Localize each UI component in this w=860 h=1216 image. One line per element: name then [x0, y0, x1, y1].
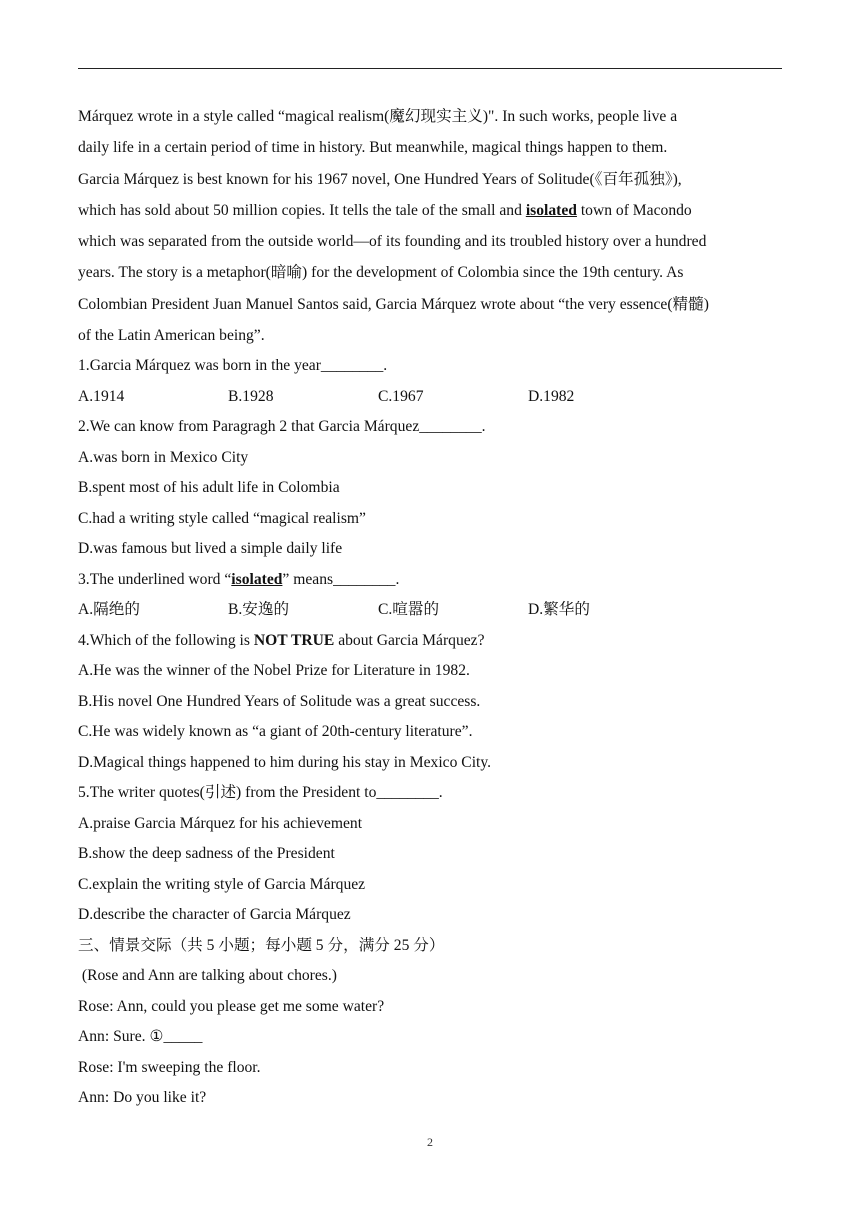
section-heading: 三、情景交际（共 5 小题；每小题 5 分，满分 25 分）: [78, 936, 445, 954]
question-3: [78, 565, 788, 626]
passage-line: which was separated from the outside world—of its founding and its troubled history over a hundred: [78, 233, 707, 251]
passage-line: of the Latin American being”.: [78, 327, 265, 345]
option-d: D.describe the character of Garcia Márquez: [78, 906, 351, 924]
options-row: [78, 382, 788, 413]
passage-line: Garcia Márquez is best known for his 1967 novel, One Hundred Years of Solitude(《百年孤独》),: [78, 170, 682, 188]
passage-line: years. The story is a metaphor(暗喻) for the development of Colombia since the 19th century. As: [78, 264, 684, 282]
option-c: C.had a writing style called “magical realism”: [78, 509, 366, 527]
option-d: D.繁华的: [528, 601, 590, 619]
option-b: B.His novel One Hundred Years of Solitude was a great success.: [78, 692, 481, 710]
question-stem: [78, 565, 788, 596]
option-b: B.show the deep sadness of the President: [78, 845, 335, 863]
option-a: A.1914: [78, 387, 125, 405]
passage-line: daily life in a certain period of time in history. But meanwhile, magical things happen to them.: [78, 139, 668, 157]
stem-text: about Garcia Márquez?: [334, 631, 485, 649]
dialogue-line: Ann: Do you like it?: [78, 1089, 207, 1107]
option-d: D.was famous but lived a simple daily life: [78, 540, 343, 558]
option-d: D.1982: [528, 387, 575, 405]
dialogue-line: Ann: Sure. ①_____: [78, 1028, 203, 1046]
stem-text: 3.The underlined word “: [78, 570, 232, 588]
options-row: [78, 595, 788, 626]
option-a: A.隔绝的: [78, 601, 140, 619]
question-1: [78, 351, 788, 412]
question-stem: 1.Garcia Márquez was born in the year________.: [78, 357, 388, 375]
question-stem: [78, 626, 788, 657]
option-d: D.Magical things happened to him during his stay in Mexico City.: [78, 753, 492, 771]
option-c: C.He was widely known as “a giant of 20th-century literature”.: [78, 723, 473, 741]
question-5: [78, 778, 788, 931]
passage-line: Colombian President Juan Manuel Santos said, Garcia Márquez wrote about “the very essence(精髓): [78, 295, 709, 313]
page-content: [78, 101, 788, 1114]
passage-text: which has sold about 50 million copies. It tells the tale of the small and: [78, 201, 526, 219]
passage-text: town of Macondo: [576, 201, 692, 219]
passage-line: [78, 195, 788, 226]
page-number: 2: [427, 1135, 433, 1149]
option-c: C.喧嚣的: [378, 601, 440, 619]
question-stem: 5.The writer quotes(引述) from the President to________.: [78, 784, 443, 802]
question-stem: 2.We can know from Paragragh 2 that Garcia Márquez________.: [78, 418, 486, 436]
dialogue-line: Rose: I'm sweeping the floor.: [78, 1058, 261, 1076]
option-c: C.explain the writing style of Garcia Márquez: [78, 875, 366, 893]
header-rule: [78, 68, 782, 69]
dialogue-line: Rose: Ann, could you please get me some water?: [78, 997, 385, 1015]
emphasis-text: NOT TRUE: [253, 631, 335, 649]
option-b: B.1928: [228, 387, 274, 405]
option-a: A.He was the winner of the Nobel Prize for Literature in 1982.: [78, 662, 470, 680]
section-3: [78, 931, 788, 1114]
passage-line: Márquez wrote in a style called “magical realism(魔幻现实主义)". In such works, people live a: [78, 108, 678, 125]
question-4: [78, 626, 788, 779]
dialogue-intro: (Rose and Ann are talking about chores.): [78, 967, 337, 985]
option-b: B.spent most of his adult life in Colombia: [78, 479, 340, 497]
option-b: B.安逸的: [228, 601, 290, 619]
stem-text: ” means________.: [282, 570, 400, 588]
question-2: [78, 412, 788, 565]
option-c: C.1967: [378, 387, 424, 405]
underlined-word: isolated: [525, 201, 577, 219]
option-a: A.praise Garcia Márquez for his achievement: [78, 814, 363, 832]
stem-text: 4.Which of the following is: [78, 631, 254, 649]
option-a: A.was born in Mexico City: [78, 448, 249, 466]
reading-passage: [78, 101, 788, 351]
underlined-word: isolated: [231, 570, 283, 588]
